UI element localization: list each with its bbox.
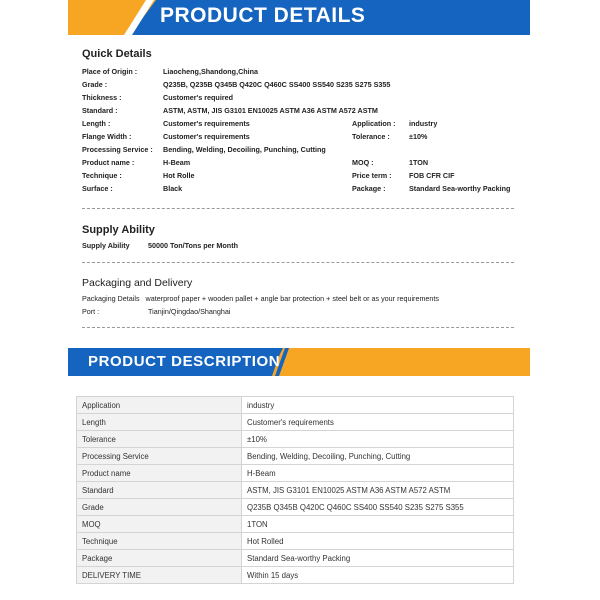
table-row: [77, 499, 514, 516]
packaging-details-label: Packaging Details: [82, 294, 140, 303]
spec-label: Package: [77, 550, 242, 567]
quick-detail-row: [82, 171, 522, 183]
port-value: Tianjin/Qingdao/Shanghai: [148, 307, 231, 316]
supply-ability-row: [82, 241, 522, 253]
quick-detail-value: ±10%: [409, 132, 428, 141]
divider: [82, 327, 514, 328]
quick-detail-value: Bending, Welding, Decoiling, Punching, Cutting: [163, 145, 326, 154]
quick-detail-row: [82, 158, 522, 170]
quick-detail-row: [82, 93, 522, 105]
spec-label: DELIVERY TIME: [77, 567, 242, 584]
quick-detail-row: [82, 119, 522, 131]
quick-detail-value: Black: [163, 184, 183, 193]
spec-value: Bending, Welding, Decoiling, Punching, Cutting: [242, 448, 514, 465]
quick-detail-label: Thickness :: [82, 93, 122, 102]
quick-details-heading: Quick Details: [82, 48, 152, 60]
quick-detail-label: Surface :: [82, 184, 113, 193]
spec-label: Product name: [77, 465, 242, 482]
port-row: [82, 307, 382, 316]
table-row: [77, 567, 514, 584]
table-row: [77, 397, 514, 414]
spec-label: Application: [77, 397, 242, 414]
quick-detail-row: [82, 67, 522, 79]
table-row: [77, 516, 514, 533]
quick-detail-value: 1TON: [409, 158, 429, 167]
spec-label: Technique: [77, 533, 242, 550]
quick-detail-value: industry: [409, 119, 438, 128]
port-label: Port :: [82, 307, 100, 316]
spec-value: ASTM, JIS G3101 EN10025 ASTM A36 ASTM A572 ASTM: [242, 482, 514, 499]
quick-detail-value: FOB CFR CIF: [409, 171, 455, 180]
quick-detail-label: Product name :: [82, 158, 135, 167]
supply-ability-heading: Supply Ability: [82, 224, 155, 236]
spec-label: MOQ: [77, 516, 242, 533]
divider: [82, 262, 514, 263]
spec-value: Hot Rolled: [242, 533, 514, 550]
table-row: [77, 414, 514, 431]
spec-value: ±10%: [242, 431, 514, 448]
quick-detail-label: Tolerance :: [352, 132, 390, 141]
product-description-banner: [68, 348, 530, 376]
quick-detail-label: Price term :: [352, 171, 392, 180]
quick-detail-value: Standard Sea-worthy Packing: [409, 184, 511, 193]
banner-title: PRODUCT DESCRIPTION: [88, 353, 281, 370]
quick-detail-value: Customer's required: [163, 93, 234, 102]
product-details-banner: [68, 0, 530, 35]
spec-value: Q235B Q345B Q420C Q460C SS400 SS540 S235 S275 S355: [242, 499, 514, 516]
quick-detail-label: Standard :: [82, 106, 118, 115]
product-description-table: [76, 396, 514, 584]
quick-detail-label: Length :: [82, 119, 111, 128]
quick-detail-row: [82, 106, 522, 118]
table-row: [77, 550, 514, 567]
spec-label: Grade: [77, 499, 242, 516]
banner-title: PRODUCT DETAILS: [160, 4, 366, 27]
quick-detail-label: Processing Service :: [82, 145, 153, 154]
quick-detail-value: Customer's requirements: [163, 132, 250, 141]
table-row: [77, 465, 514, 482]
spec-value: Within 15 days: [242, 567, 514, 584]
spec-label: Processing Service: [77, 448, 242, 465]
spec-value: Standard Sea-worthy Packing: [242, 550, 514, 567]
quick-detail-value: Customer's requirements: [163, 119, 250, 128]
packaging-heading: Packaging and Delivery: [82, 277, 193, 289]
spec-value: Customer's requirements: [242, 414, 514, 431]
quick-detail-label: Flange Width :: [82, 132, 132, 141]
supply-ability-value: 50000 Ton/Tons per Month: [148, 241, 238, 250]
quick-detail-value: Q235B, Q235B Q345B Q420C Q460C SS400 SS540 S235 S275 S355: [163, 80, 391, 89]
spec-value: H-Beam: [242, 465, 514, 482]
divider: [82, 208, 514, 209]
quick-detail-label: Application :: [352, 119, 396, 128]
quick-detail-value: Liaocheng,Shandong,China: [163, 67, 259, 76]
table-row: [77, 482, 514, 499]
quick-detail-label: Package :: [352, 184, 386, 193]
quick-detail-label: Technique :: [82, 171, 122, 180]
quick-detail-row: [82, 132, 522, 144]
quick-detail-value: H-Beam: [163, 158, 191, 167]
packaging-details-value: waterproof paper + wooden pallet + angle bar protection + steel belt or as your requirements: [145, 294, 440, 303]
quick-detail-row: [82, 80, 522, 92]
spec-value: industry: [242, 397, 514, 414]
quick-detail-label: Place of Origin :: [82, 67, 138, 76]
quick-detail-label: Grade :: [82, 80, 108, 89]
spec-label: Standard: [77, 482, 242, 499]
spec-label: Length: [77, 414, 242, 431]
table-row: [77, 431, 514, 448]
supply-ability-label: Supply Ability: [82, 241, 130, 250]
spec-value: 1TON: [242, 516, 514, 533]
quick-detail-row: [82, 145, 522, 157]
table-row: [77, 533, 514, 550]
quick-detail-label: MOQ :: [352, 158, 374, 167]
spec-label: Tolerance: [77, 431, 242, 448]
quick-detail-value: Hot Rolle: [163, 171, 195, 180]
packaging-details-row: [82, 294, 439, 303]
quick-detail-value: ASTM, ASTM, JIS G3101 EN10025 ASTM A36 ASTM A572 ASTM: [163, 106, 378, 115]
quick-detail-row: [82, 184, 522, 196]
table-row: [77, 448, 514, 465]
